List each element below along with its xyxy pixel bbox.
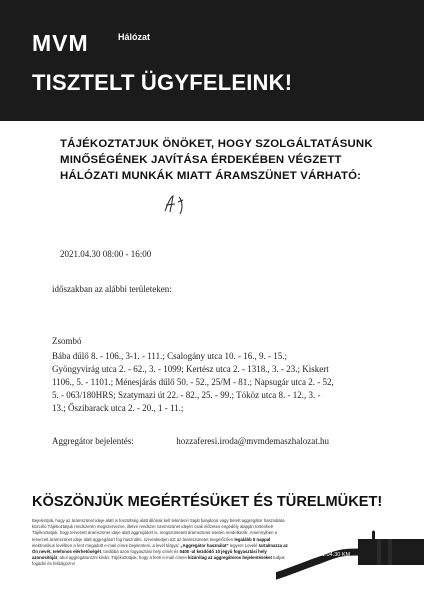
handwritten-signature: [162, 193, 190, 220]
footnote-part: tudjuk fogadni és feldolgozni!: [32, 555, 285, 567]
aggregator-label: Aggregátor bejelentés:: [52, 436, 134, 446]
footnote-part: Bejelentjük, hogy az áramszünet ideje alatt is feszültség alatt állónak kell tekinteni! Saját fulajdonú vagy bérelt aggregátor használata közcélú Tájékoztatjuk rendszerén megszervezve, illetve rendszer üzemszünet idején csak előzetes engedély alapján történhet! Tájékoztatjuk, hogy tervezett áramszünet ideje alatt aggregátort is, megszüntetett áramszünet esetén rendelkezik. Amennyiben a tervezett áramszünet ideje alatt aggregátort fog használni, szíveskedjen azt az áramszünetet megelőzően: [32, 518, 285, 542]
outage-datetime: 2021.04.30 08:00 - 16:00: [60, 249, 152, 259]
footnote-text: [32, 518, 290, 568]
footnote-part: elektronikus levélben a fent megadott e-mail címre bejelenteni, a levél tárgya:: [32, 542, 181, 548]
aggregator-notice: [52, 435, 329, 448]
address-line: 13.; Őszibarack utca 2. - 20., 1 - 11.;: [52, 403, 184, 413]
footnote-part: legyen! Levelé: [228, 542, 259, 548]
header-banner: [0, 0, 424, 121]
footnote-emphasis: 0400 -al kezdődő 10 jegyű fogyasztási hely azonosítóját: [32, 549, 267, 561]
footnote-emphasis: „Aggregátor használat”: [180, 542, 229, 548]
footnote-part: , ahol aggregátorozni kíván. Tájékoztatjuk, hogy a fenti e-mail címen: [57, 555, 189, 561]
plug-caption: Zsombó ÁS: 2021.04.30 KM: [281, 552, 351, 558]
thanks-heading: KÖSZÖNJÜK MEGÉRTÉSÜKET ÉS TÜRELMÜKET!: [32, 494, 383, 510]
affected-addresses: [52, 350, 368, 415]
intro-statement: [60, 136, 400, 184]
aggregator-email: hozzaferesi.iroda@mvmdemaszhalozat.hu: [176, 436, 329, 446]
logo-subtitle: Hálózat: [118, 32, 151, 42]
address-line: 1106., 5. - 1101.; Ménesjárás dűlő 50. - 52., 25/M - 81.; Napsugár utca 2. - 52,: [52, 377, 334, 387]
footnote-emphasis: tartalmazza az Ön nevét, telefonos elérhetőségét: [32, 542, 288, 555]
footnote-emphasis: legalább 5 nappal: [234, 536, 271, 542]
intro-line: TÁJÉKOZTATJUK ÖNÖKET, HOGY SZOLGÁLTATÁSUNK: [60, 138, 373, 150]
footnote-emphasis: kizárólag az aggregátoros bejelentéseket: [188, 555, 272, 561]
intro-line: HÁLÓZATI MUNKÁK MIATT ÁRAMSZÜNET VÁRHATÓ:: [60, 170, 362, 182]
town-name: Zsombó: [52, 336, 82, 346]
address-line: 5. - 063/180HRS; Szatymazi út 22. - 82., 25. - 99.; Tóköz utca 8. - 12., 3. -: [52, 390, 321, 400]
footnote-part: , továbbá azon fogyasztási hely címét és: [101, 549, 180, 555]
address-line: Gyöngyvirág utca 2. - 62., 3. - 1099; Kertész utca 2. - 1318., 3. - 23.; Kiskert: [52, 364, 329, 374]
address-line: Bába dűlő 8. - 106., 3-1. - 111.; Csalogány utca 10. - 16., 9. - 15.;: [52, 351, 288, 361]
period-text: időszakban az alábbi területeken:: [52, 284, 172, 294]
mvm-logo: MVM: [32, 30, 89, 56]
intro-line: MINŐSÉGÉNEK JAVÍTÁSA ÉRDEKÉBEN VÉGZETT: [60, 154, 342, 166]
page-title: TISZTELT ÜGYFELEINK!: [32, 70, 293, 95]
